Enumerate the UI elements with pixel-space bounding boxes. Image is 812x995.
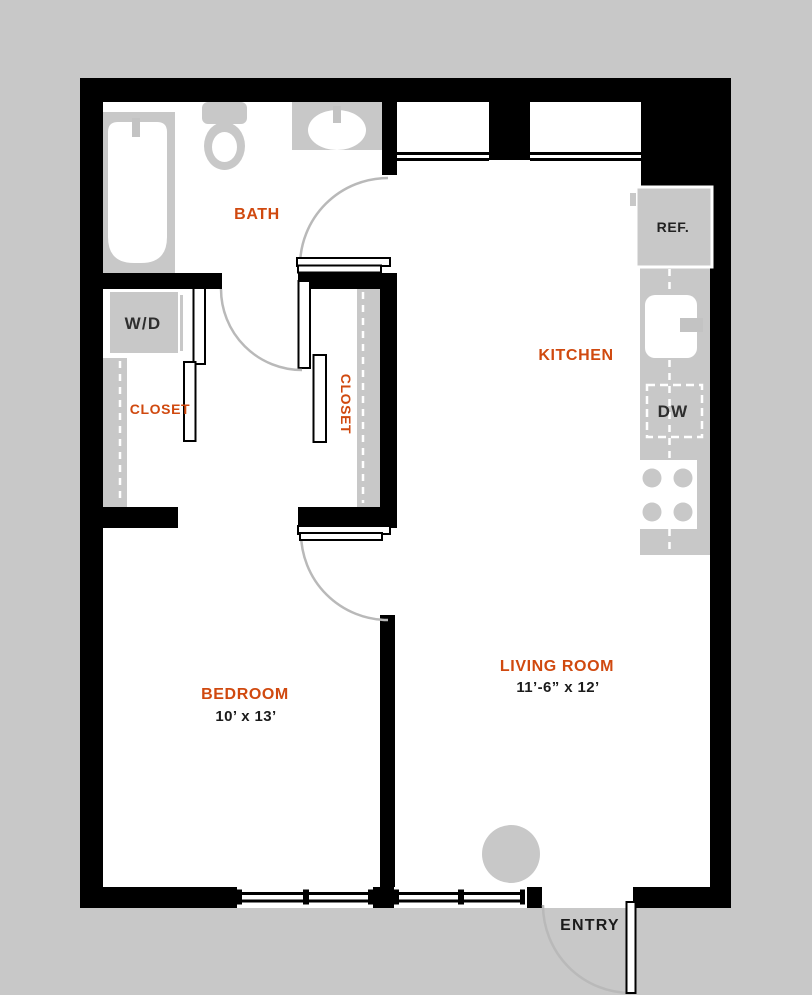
- washer-dryer-trim: [180, 295, 183, 351]
- bedroom-door-leaf: [300, 533, 382, 540]
- kitchen-window-1-glass: [397, 152, 489, 155]
- wall-pier-between-kitchen-windows: [489, 102, 530, 160]
- kitchen-window-2-glass: [530, 158, 641, 161]
- closet-right-sliding-door: [299, 281, 311, 368]
- closet-right-sliding-door: [314, 355, 327, 442]
- bath-sink-faucet-icon: [333, 106, 341, 123]
- refrigerator-label: REF.: [656, 219, 690, 235]
- kitchen-label: KITCHEN: [538, 347, 614, 364]
- bath-label: BATH: [234, 206, 280, 223]
- wall-bath-kitchen: [382, 102, 397, 175]
- dishwasher-label: DW: [657, 402, 689, 421]
- kitchen-window-1-glass: [397, 158, 489, 161]
- window-mullion: [520, 890, 525, 905]
- wall-bedroom-living-divider: [380, 615, 395, 887]
- unit-floor: [103, 102, 710, 887]
- bathtub-faucet-icon: [132, 118, 140, 137]
- wall-bath-closet-right: [298, 273, 397, 289]
- closet-right-shelf: [357, 289, 380, 507]
- bathtub-basin: [108, 122, 167, 263]
- wall-corner-block-kitchen: [641, 102, 710, 187]
- bottom-openings: [237, 887, 633, 908]
- entry-label: ENTRY: [560, 917, 620, 934]
- living-room-label: LIVING ROOM: [499, 658, 615, 675]
- entry-opening: [542, 887, 633, 908]
- bedroom-dimensions: 10’ x 13’: [215, 708, 277, 725]
- refrigerator-hinge: [630, 193, 636, 206]
- toilet-tank: [202, 102, 247, 124]
- window-mullion: [394, 890, 399, 905]
- closet-left-shelf: [103, 358, 127, 507]
- wall-closet-left-bottom: [103, 507, 178, 528]
- wall-bath-closet-left: [103, 273, 222, 289]
- living-room-dimensions: 11’-6” x 12’: [516, 679, 600, 696]
- closet-right-label: CLOSET: [338, 373, 355, 435]
- wall-top: [80, 78, 731, 102]
- washer-dryer-label: W/D: [124, 314, 162, 333]
- wall-left: [80, 78, 103, 908]
- window-mullion: [237, 890, 242, 905]
- living-room-table: [482, 825, 540, 883]
- window-mullion: [368, 890, 373, 905]
- kitchen-fixtures: [630, 187, 712, 555]
- kitchen-window-2-glass: [530, 152, 641, 155]
- bath-door-leaf: [298, 266, 381, 273]
- closet-left-sliding-door: [194, 288, 206, 364]
- kitchen-sink-faucet-icon: [680, 318, 703, 332]
- toilet-bowl-inner: [212, 132, 237, 162]
- stove-burner-icon: [643, 503, 662, 522]
- wall-closet-kitchen: [380, 289, 397, 507]
- stove-burner-icon: [674, 469, 693, 488]
- wall-closet-right-bottom: [298, 507, 397, 528]
- stove-burner-icon: [643, 469, 662, 488]
- bedroom-label: BEDROOM: [201, 686, 289, 703]
- window-mullion: [303, 890, 309, 905]
- entry-door-leaf: [627, 902, 636, 993]
- closet-left-label: CLOSET: [129, 401, 191, 417]
- window-mullion: [458, 890, 464, 905]
- stove-burner-icon: [674, 503, 693, 522]
